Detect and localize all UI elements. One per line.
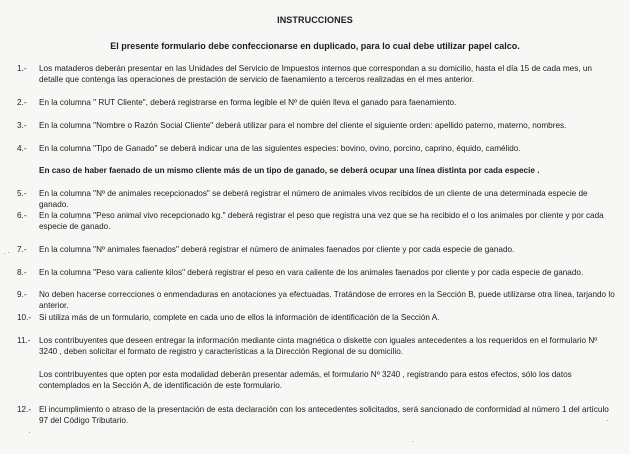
item-text: En la columna "Nº animales faenados" deberá registrar el número de animales faenados por cliente y por cada especie de ganado. bbox=[39, 245, 515, 254]
scan-speck bbox=[4, 253, 5, 254]
scan-speck bbox=[29, 432, 30, 433]
item-number: 10.- bbox=[17, 313, 32, 322]
item-text: No deben hacerse correcciones o enmendaduras en anotaciones ya efectuadas. Tratándose de errores en la Sección B, puede utilizarse otra línea, tarjando lo anterior. bbox=[39, 290, 615, 310]
item-number: 3.- bbox=[17, 121, 27, 130]
item-text: Los contribuyentes que deseen entregar la información mediante cinta magnética o diskette con iguales antecedentes a los requeridos en el formulario Nº 3240 , deben solicitar el formato de registro y características a la Dirección Regional de su domicilio. bbox=[39, 336, 598, 356]
item-number: 9.- bbox=[17, 290, 27, 299]
item-number: 7.- bbox=[17, 245, 27, 254]
item-text: En la columna "Peso animal vivo recepcionado kg." deberá registrar el peso que registra una vez que se ha recibido el o los animales por cliente y por cada especie de ganado. bbox=[39, 211, 604, 231]
scan-speck bbox=[412, 441, 413, 442]
item-number: 11.- bbox=[17, 336, 31, 345]
item-number: 5.- bbox=[17, 189, 27, 198]
item-number: 2.- bbox=[17, 98, 27, 107]
item-text: En la columna "Nº de animales recepcionados" se deberá registrar el número de animales vivos recibidos de un cliente de una determinada especie de ganado. bbox=[39, 189, 588, 209]
item-number: 12.- bbox=[17, 405, 32, 414]
item-text: Si utiliza más de un formulario, complete en cada uno de ellos la información de identificación de la Sección A. bbox=[39, 313, 440, 322]
item-text: Los contribuyentes que opten por esta modalidad deberán presentar además, el formulario Nº 3240 , registrando para estos efectos, sólo los datos contemplados en la Sección A, de identificación de este formulario. bbox=[39, 370, 572, 390]
page-title: INSTRUCCIONES bbox=[277, 15, 353, 25]
item-text: En caso de haber faenado de un mismo cliente más de un tipo de ganado, se deberá ocupar una línea distinta por cada especie . bbox=[39, 166, 540, 175]
item-text: En la columna "Peso vara caliente kilos" deberá registrar el peso en vara caliente de los animales faenados por cliente y por cada especie de ganado. bbox=[39, 268, 584, 277]
item-number: 4.- bbox=[17, 144, 27, 153]
item-number: 8.- bbox=[17, 268, 27, 277]
item-text: En la columna "Tipo de Ganado" se deberá indicar una de las siguientes especies: bovino, ovino, porcino, caprino, équido, camélido. bbox=[39, 144, 521, 153]
item-number: 1.- bbox=[17, 64, 27, 73]
page-subtitle: El presente formulario debe confeccionarse en duplicado, para lo cual debe utilizar papel calco. bbox=[110, 41, 520, 51]
item-text: En la columna " RUT Cliente", deberá registrarse en forma legible el Nº de quién lleva el ganado para faenamiento. bbox=[39, 98, 457, 107]
scan-speck bbox=[607, 420, 608, 421]
scan-speck bbox=[8, 252, 9, 253]
item-text: Los mataderos deberán presentar en las Unidades del Servicio de Impuestos internos que correspondan a su domicilio, hasta el día 15 de cada mes, un detalle que contenga las operaciones de prestación de servicio de faenamiento a terceros realizadas en el mes anterior. bbox=[39, 64, 592, 84]
item-text: El incumplimiento o atraso de la presentación de esta declaración con los antecedentes solicitados, será sancionado de conformidad al número 1 del artículo 97 del Código Tributario. bbox=[39, 405, 609, 425]
item-text: En la columna "Nombre o Razón Social Cliente" deberá utilizar para el nombre del cliente el siguiente orden: apellido paterno, materno, nombres. bbox=[39, 121, 567, 130]
item-number: 6.- bbox=[17, 211, 27, 220]
